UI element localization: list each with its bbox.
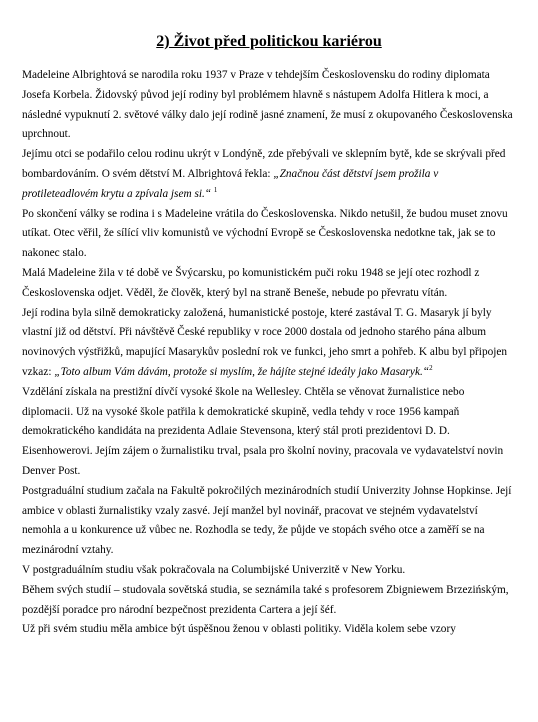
footnote-ref: 1 bbox=[213, 185, 218, 194]
paragraph-9: Během svých studií – studovala sovětská studia, se seznámila také s profesorem Zbigniewem Brzezińským, pozdější poradce pro národní bezpečnost prezidenta Cartera a její šéf. bbox=[22, 583, 509, 616]
paragraph-2: Jejímu otci se podařilo celou rodinu ukrýt v Londýně, zde přebývali ve sklepním bytě, kde se skrývali před bombardováním. O svém dětství M. Albrightová řekla: „Značnou část dětství jsem prožila v protileteadlovém krytu a zpívala jsem si.“ $^1$ bbox=[22, 148, 506, 200]
section-heading: 2) Život před politickou kariérou bbox=[156, 33, 382, 50]
footnote-ref: 2 bbox=[429, 363, 433, 372]
paragraph-6: Vzdělání získala na prestižní dívčí vysoké škole na Wellesley. Chtěla se věnovat žurnalistice nebo diplomacii. Už na vysoké škole patřila k demokratické skupině, vedla tehdy v roce 1956 kampaň demokratického kandidáta na prezidenta Adlaie Stevensona, který stál proti prezidentovi D. D. Eisenhowerovi. Jejím zájem o žurnalistiku trval, psala pro školní noviny, pracovala ve vydavatelství novin Denver Post. bbox=[22, 385, 504, 477]
paragraph-3: Po skončení války se rodina i s Madeleine vrátila do Československa. Nikdo netušil, že budou muset znovu utíkat. Otec věřil, že sílící vliv komunistů ve východní Evropě se Československa nedotkne tak, jak se to nakonec stalo. bbox=[22, 207, 508, 260]
quote: „Značnou část dětství jsem prožila v protileteadlovém krytu a zpívala jsem si.“ bbox=[22, 167, 439, 200]
paragraph-5: Její rodina byla silně demokraticky založená, humanistické postoje, které zastával T. G. Masaryk jí byly vlastní již od dětství. Při návštěvě České republiky v roce 2000 dostala od jednoho starého pána album novinových výstřižků, mapující Masarykův poslední rok ve funkci, jeho smrt a pohřeb. K albu byl připojen vzkaz: „Toto album Vám dávám, protože si myslím, že hájíte stejné ideály jako Masaryk.“$^2$ bbox=[22, 306, 508, 378]
quote: „Toto album Vám dávám, protože si myslím, že hájíte stejné ideály jako Masaryk.“ bbox=[54, 365, 430, 378]
paragraph-1: Madeleine Albrightová se narodila roku 1937 v Praze v tehdejším Československu do rodiny diplomata Josefa Korbela. Židovský původ její rodiny byl problémem hlavně s nástupem Adolfa Hitlera k moci, a následné vypuknutí 2. světové války dalo její rodině jasné znamení, že musí z okupovaného Československa uprchnout. bbox=[22, 69, 513, 141]
paragraph-8: V postgraduálním studiu však pokračovala na Columbijské Univerzitě v New Yorku. bbox=[22, 563, 406, 576]
paragraph-7: Postgraduální studium začala na Fakultě pokročilých mezinárodních studií Univerzity Johnse Hopkinse. Její ambice v oblasti žurnalistiky vzaly zasvé. Její manžel byl novinář, pracovat ve stejném vydavatelství nemohla a u konkurence už vůbec ne. Rozhodla se tedy, že půjde ve stopách svého otce a zaměří se na mezinárodní vztahy. bbox=[22, 484, 512, 557]
paragraph-4: Malá Madeleine žila v té době ve Švýcarsku, po komunistickém puči roku 1948 se její otec rozhodl z Československa odjet. Věděl, že člověk, který byl na straně Beneše, nebude po převratu vítán. bbox=[22, 266, 480, 299]
paragraph-10: Už při svém studiu měla ambice být úspěšnou ženou v oblasti politiky. Viděla kolem sebe vzory bbox=[22, 623, 456, 636]
